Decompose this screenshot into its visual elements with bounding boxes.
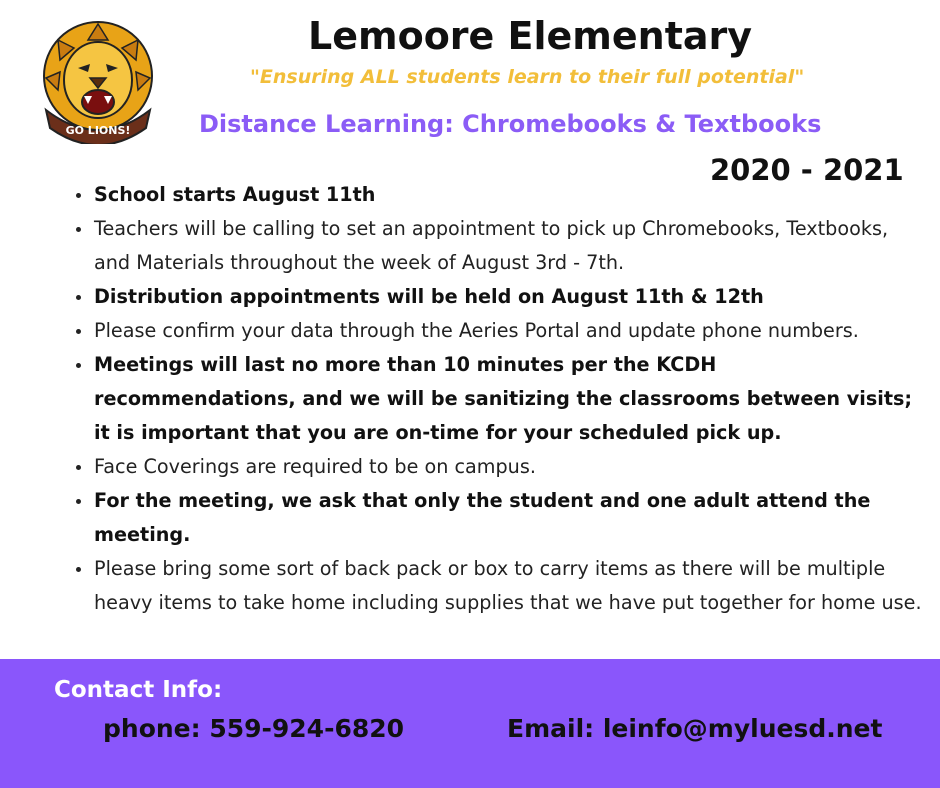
- school-year: 2020 - 2021: [710, 153, 904, 187]
- contact-heading: Contact Info:: [54, 677, 223, 703]
- school-logo: [38, 18, 158, 144]
- logo-banner-text: GO LIONS!: [65, 124, 131, 137]
- list-item: Meetings will last no more than 10 minutes per the KCDH recommendations, and we will be sanitizing the classrooms between visits; it is important that you are on-time for your scheduled pick up.: [70, 348, 922, 450]
- school-motto: "Ensuring ALL students learn to their full potential": [250, 66, 805, 88]
- page-subtitle: Distance Learning: Chromebooks & Textbooks: [199, 110, 822, 138]
- contact-email: Email: leinfo@myluesd.net: [507, 714, 883, 743]
- list-item: Please confirm your data through the Aeries Portal and update phone numbers.: [70, 314, 922, 348]
- list-item: Please bring some sort of back pack or box to carry items as there will be multiple heavy items to take home including supplies that we have put together for home use.: [70, 552, 922, 620]
- page-title: Lemoore Elementary: [308, 14, 753, 58]
- lion-mascot-icon: [38, 18, 158, 144]
- contact-footer: [0, 659, 940, 788]
- contact-phone: phone: 559-924-6820: [103, 714, 405, 743]
- list-item: For the meeting, we ask that only the student and one adult attend the meeting.: [70, 484, 922, 552]
- list-item: Face Coverings are required to be on campus.: [70, 450, 922, 484]
- list-item: Teachers will be calling to set an appointment to pick up Chromebooks, Textbooks, and Materials throughout the week of August 3rd - 7th.: [70, 212, 922, 280]
- announcement-list: [70, 178, 922, 620]
- list-item: Distribution appointments will be held on August 11th & 12th: [70, 280, 922, 314]
- list-item: School starts August 11th: [70, 178, 922, 212]
